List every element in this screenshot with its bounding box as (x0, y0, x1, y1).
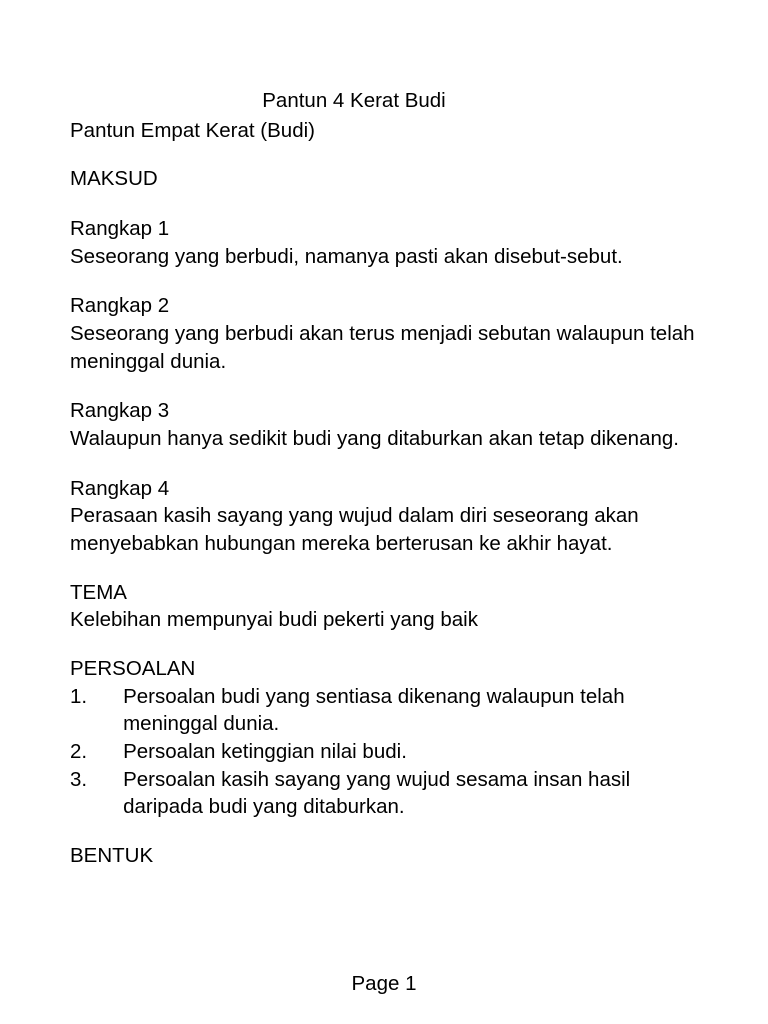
persoalan-item-1 (70, 683, 698, 738)
persoalan-item-2 (70, 738, 698, 766)
persoalan-item-1-text: Persoalan budi yang sentiasa dikenang walaupun telah meninggal dunia. (123, 684, 625, 736)
persoalan-item-1-gap (87, 683, 123, 738)
stanza-4-text: Perasaan kasih sayang yang wujud dalam diri seseorang akan menyebabkan hubungan mereka berterusan ke akhir hayat. (70, 504, 639, 555)
persoalan-item-2-number: 2. (70, 739, 88, 763)
persoalan-heading: PERSOALAN (70, 656, 196, 680)
stanza-1 (70, 215, 698, 270)
bentuk-heading: BENTUK (70, 843, 154, 867)
persoalan-section (70, 656, 698, 821)
persoalan-item-3-text: Persoalan kasih sayang yang wujud sesama insan hasil daripada budi yang ditaburkan. (123, 767, 631, 819)
persoalan-item-3 (70, 766, 698, 821)
maksud-heading: MAKSUD (70, 167, 158, 191)
persoalan-item-1-number: 1. (70, 684, 88, 708)
stanza-1-text: Seseorang yang berbudi, namanya pasti akan disebut-sebut. (70, 244, 623, 268)
document-subtitle: Pantun Empat Kerat (Budi) (70, 118, 315, 142)
stanza-3-label: Rangkap 3 (70, 399, 170, 423)
stanza-2 (70, 292, 698, 375)
tema-section (70, 580, 698, 634)
stanza-3-text: Walaupun hanya sedikit budi yang ditaburkan akan tetap dikenang. (70, 426, 679, 450)
page-footer: Page 1 (351, 972, 417, 995)
page-title: Pantun 4 Kerat Budi (262, 89, 446, 112)
maksud-section-heading (70, 166, 698, 193)
persoalan-item-2-text: Persoalan ketinggian nilai budi. (123, 739, 407, 763)
stanza-2-label: Rangkap 2 (70, 294, 170, 318)
tema-heading: TEMA (70, 580, 127, 604)
stanza-1-label: Rangkap 1 (70, 216, 170, 240)
bentuk-section (70, 843, 698, 870)
persoalan-item-2-gap (87, 738, 123, 766)
stanza-4 (70, 475, 698, 558)
stanza-2-text: Seseorang yang berbudi akan terus menjadi sebutan walaupun telah meninggal dunia. (70, 321, 695, 373)
persoalan-item-3-gap (87, 766, 123, 821)
persoalan-item-3-number: 3. (70, 767, 88, 791)
stanza-4-label: Rangkap 4 (70, 476, 170, 500)
tema-text: Kelebihan mempunyai budi pekerti yang baik (70, 608, 478, 632)
stanza-3 (70, 397, 698, 452)
